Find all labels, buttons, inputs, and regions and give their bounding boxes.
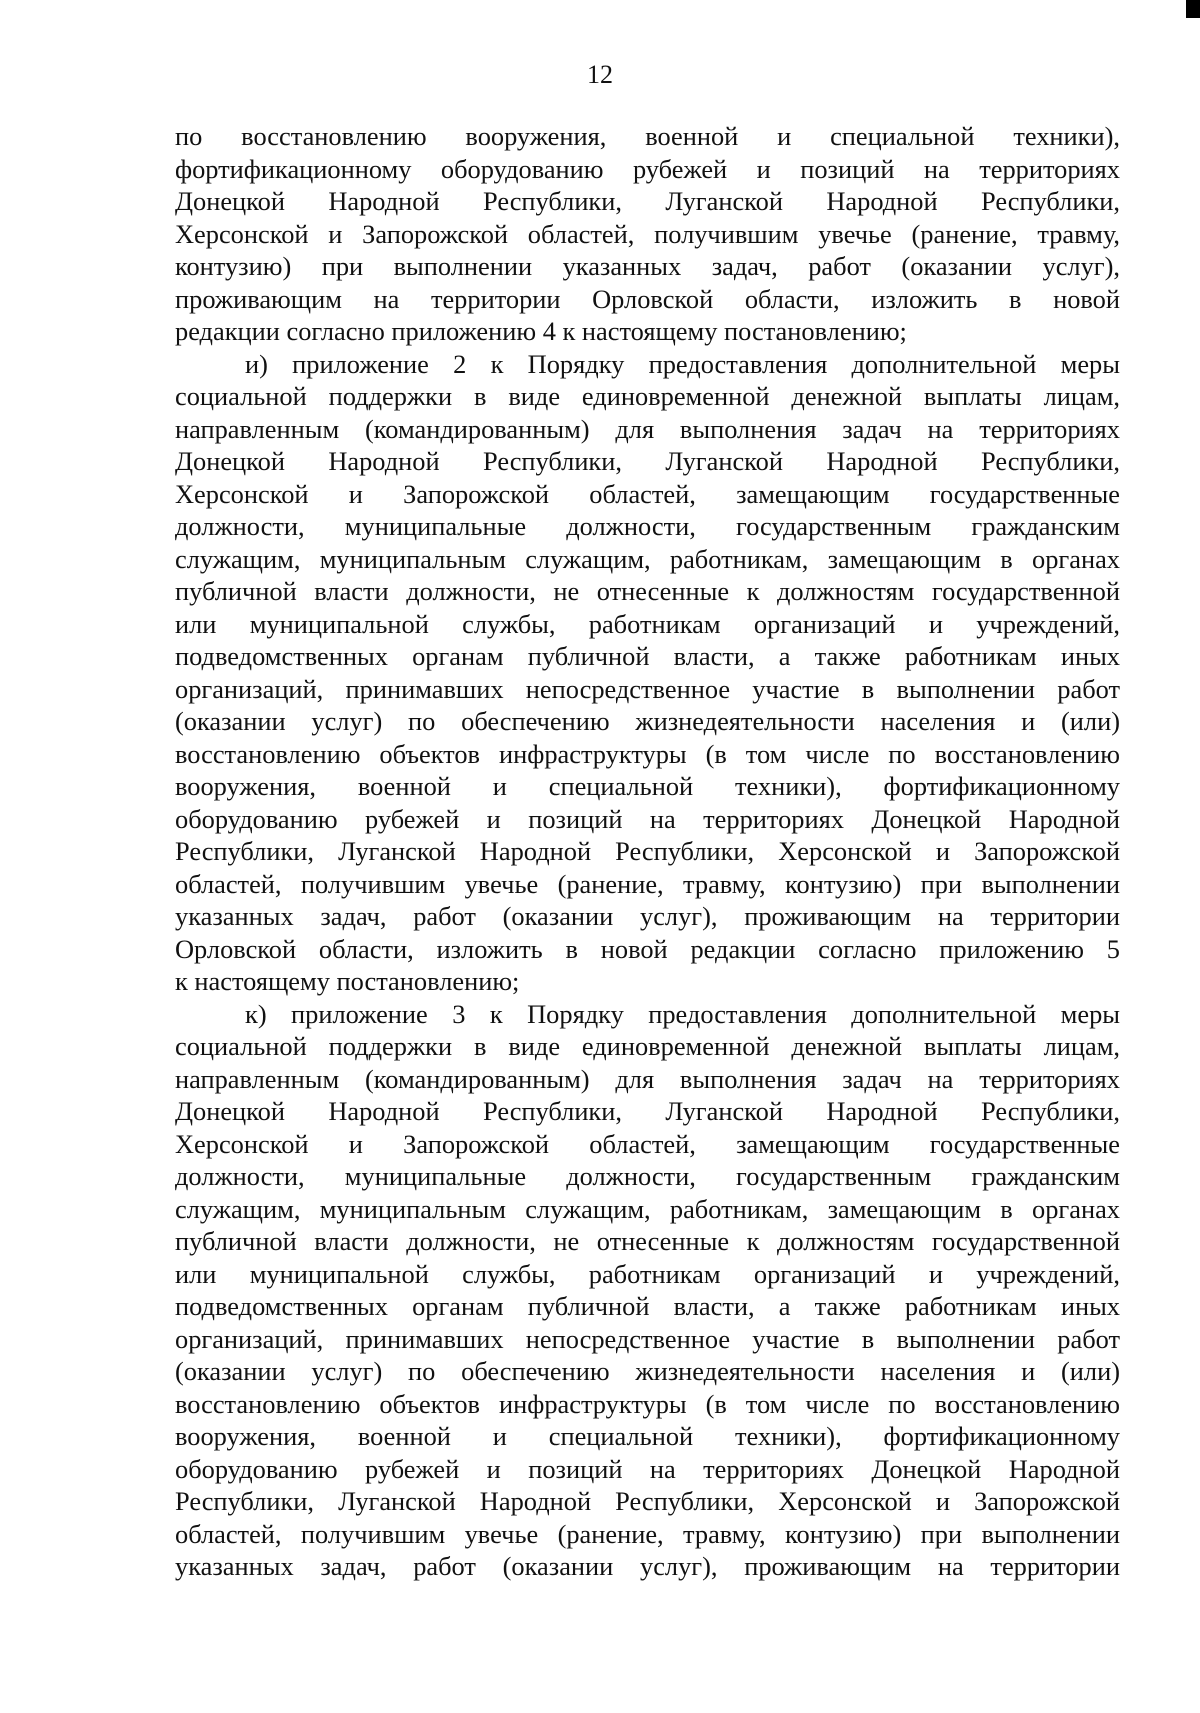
text-line: Республики, Луганской Народной Республики, Херсонской и Запорожской [175,836,1120,866]
text-line: восстановлению объектов инфраструктуры (в том числе по восстановлению [175,1388,1120,1419]
text-line: областей, получившим увечье (ранение, травму, контузию) при выполнении [175,868,1120,899]
text-line: оборудованию рубежей и позиций на территориях Донецкой Народной [175,1453,1120,1484]
text-line: и) приложение 2 к Порядку предоставления дополнительной меры [245,348,1120,379]
page-number: 12 [587,60,613,89]
text-line: организаций, принимавших непосредственное участие в выполнении работ [175,1323,1120,1354]
paragraph [175,120,1120,348]
paragraph [175,348,1120,998]
text-line: указанных задач, работ (оказании услуг), проживающим на территории [175,1551,1120,1581]
text-line: или муниципальной службы, работникам организаций и учреждений, [175,608,1120,639]
text-line: направленным (командированным) для выполнения задач на территориях [175,1063,1120,1094]
text-line: организаций, принимавших непосредственное участие в выполнении работ [175,673,1120,704]
text-line: оборудованию рубежей и позиций на территориях Донецкой Народной [175,803,1120,834]
text-line: к) приложение 3 к Порядку предоставления дополнительной меры [245,998,1120,1029]
text-line: к настоящему постановлению; [175,966,520,996]
text-line: должности, муниципальные должности, государственным гражданским [175,1161,1120,1191]
text-line: Херсонской и Запорожской областей, замещающим государственные [175,1128,1120,1159]
text-line: Донецкой Народной Республики, Луганской Народной Республики, [175,1096,1120,1126]
paragraph [175,998,1120,1583]
text-line: подведомственных органам публичной власти, а также работникам иных [175,1291,1120,1321]
text-line: публичной власти должности, не отнесенные к должностям государственной [175,576,1120,606]
text-line: восстановлению объектов инфраструктуры (в том числе по восстановлению [175,738,1120,769]
text-line: вооружения, военной и специальной техники), фортификационному [175,771,1120,801]
scan-corner-mark [1186,0,1200,18]
text-line: Херсонской и Запорожской областей, получившим увечье (ранение, травму, [175,218,1120,249]
text-line: публичной власти должности, не отнесенные к должностям государственной [175,1226,1120,1256]
text-line: проживающим на территории Орловской области, изложить в новой [175,283,1120,314]
text-line: Республики, Луганской Народной Республики, Херсонской и Запорожской [175,1486,1120,1516]
text-line: Херсонской и Запорожской областей, замещающим государственные [175,478,1120,509]
text-line: фортификационному оборудованию рубежей и позиций на территориях [175,153,1120,184]
text-line: социальной поддержки в виде единовременной денежной выплаты лицам, [175,1031,1120,1061]
text-line: или муниципальной службы, работникам организаций и учреждений, [175,1258,1120,1289]
text-line: контузию) при выполнении указанных задач, работ (оказании услуг), [175,251,1120,281]
document-body [175,120,1120,1583]
text-line: по восстановлению вооружения, военной и специальной техники), [175,121,1120,151]
text-line: Донецкой Народной Республики, Луганской Народной Республики, [175,446,1120,476]
text-line: вооружения, военной и специальной техники), фортификационному [175,1421,1120,1451]
text-line: служащим, муниципальным служащим, работникам, замещающим в органах [175,1193,1120,1224]
text-line: должности, муниципальные должности, государственным гражданским [175,511,1120,541]
text-line: (оказании услуг) по обеспечению жизнедеятельности населения и (или) [175,706,1120,736]
text-line: Донецкой Народной Республики, Луганской Народной Республики, [175,186,1120,216]
text-line: Орловской области, изложить в новой редакции согласно приложению 5 [175,933,1120,964]
text-line: служащим, муниципальным служащим, работникам, замещающим в органах [175,543,1120,574]
text-line: подведомственных органам публичной власти, а также работникам иных [175,641,1120,671]
text-line: (оказании услуг) по обеспечению жизнедеятельности населения и (или) [175,1356,1120,1386]
text-line: редакции согласно приложению 4 к настоящему постановлению; [175,316,907,346]
text-line: указанных задач, работ (оказании услуг), проживающим на территории [175,901,1120,931]
text-line: областей, получившим увечье (ранение, травму, контузию) при выполнении [175,1518,1120,1549]
text-line: направленным (командированным) для выполнения задач на территориях [175,413,1120,444]
text-line: социальной поддержки в виде единовременной денежной выплаты лицам, [175,381,1120,411]
